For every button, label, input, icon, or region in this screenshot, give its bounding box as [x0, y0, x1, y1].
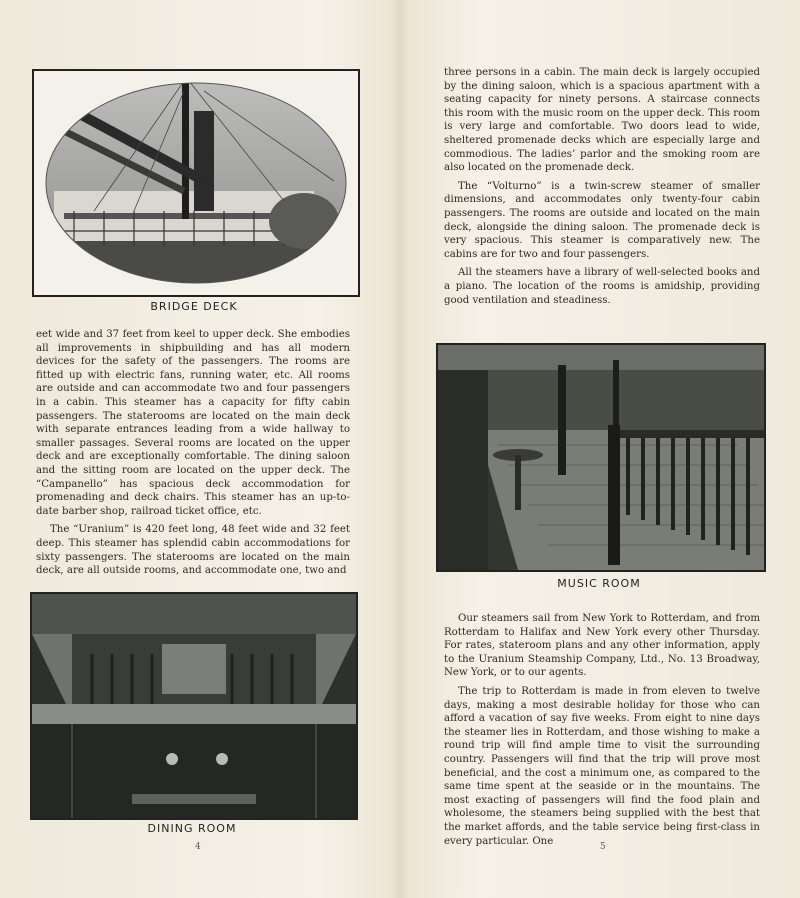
right-paragraph-4: Our steamers sail from New York to Rotterdam, and from Rotterdam to Halifax and New York every other Thursday. For rates, stateroom plans and any other information, apply to the Uranium Steamship Company, Ltd., No. 13 Broadway, New York, or to our agents. [444, 613, 760, 679]
right-paragraph-2: The “Volturno” is a twin-screw steamer of smaller dimensions, and accommodates only twenty-four cabin passengers. The rooms are outside and located on the main deck, alongside the dining saloon. The promenade deck is very spacious. This steamer is comparatively new. The cabins are for two and four passengers. [444, 180, 760, 260]
left-page [0, 0, 398, 898]
left-paragraph-2: The “Uranium” is 420 feet long, 48 feet wide and 32 feet deep. This steamer has splendid cabin accommodations for sixty passengers. The staterooms are located on the main deck, are all outside rooms, and accommodate one, two and [36, 524, 350, 577]
right-paragraph-1: three persons in a cabin. The main deck is largely occupied by the dining saloon, which is a spacious apartment with a seating capacity for ninety persons. A staircase connects this room with the music room on the upper deck. This room is very large and comfortable. Two doors lead to wide, sheltered promenade decks which are especially large and commodious. The ladies’ parlor and the smoking room are also located on the promenade deck. [444, 67, 760, 174]
dining-room-caption: DINING ROOM [147, 822, 237, 835]
left-body-text [36, 328, 350, 578]
bridge-deck-caption: BRIDGE DECK [150, 300, 238, 313]
right-paragraph-3: All the steamers have a library of well-selected books and a piano. The location of the rooms is amidship, providing good ventilation and steadiness. [444, 267, 760, 306]
right-body-text-bottom [444, 612, 760, 848]
right-page [402, 0, 800, 898]
page-number-right: 5 [600, 842, 606, 852]
left-paragraph-1: eet wide and 37 feet from keel to upper deck. She embodies all improvements in shipbuilding and has all modern devices for the safety of the passengers. The rooms are fitted up with electric fans, running water, etc. All rooms are outside and can accommodate two and four passengers in a cabin. This steamer has a capacity for fifty cabin passengers. The staterooms are located on the main deck with separate entrances leading from a wide hallway to smaller passages. Several rooms are located on the upper deck and are exceptionally comfortable. The dining saloon and the sitting room are located on the upper deck. The “Campanello” has spacious deck accommodation for promenading and deck chairs. This steamer has an up-to-date barber shop, railroad ticket office, etc. [36, 329, 350, 517]
music-room-caption: MUSIC ROOM [557, 577, 641, 590]
right-body-text-top [444, 66, 760, 307]
bridge-deck-photo [32, 69, 360, 297]
page-number-left: 4 [195, 842, 201, 852]
right-paragraph-5: The trip to Rotterdam is made in from eleven to twelve days, making a most desirable holiday for those who can afford a vacation of say five weeks. From eight to nine days the steamer lies in Rotterdam, and those wishing to make a round trip will find ample time to visit the surrounding country. Passengers will find that the trip will prove most beneficial, and the cost a minimum one, as compared to the same time spent at the seaside or in the mountains. The most exacting of passengers will find the food plain and wholesome, the steamers being supplied with the best that the market affords, and the table service being first-class in every particular. One [444, 685, 760, 847]
music-room-photo [436, 343, 766, 572]
dining-room-photo [30, 592, 358, 820]
